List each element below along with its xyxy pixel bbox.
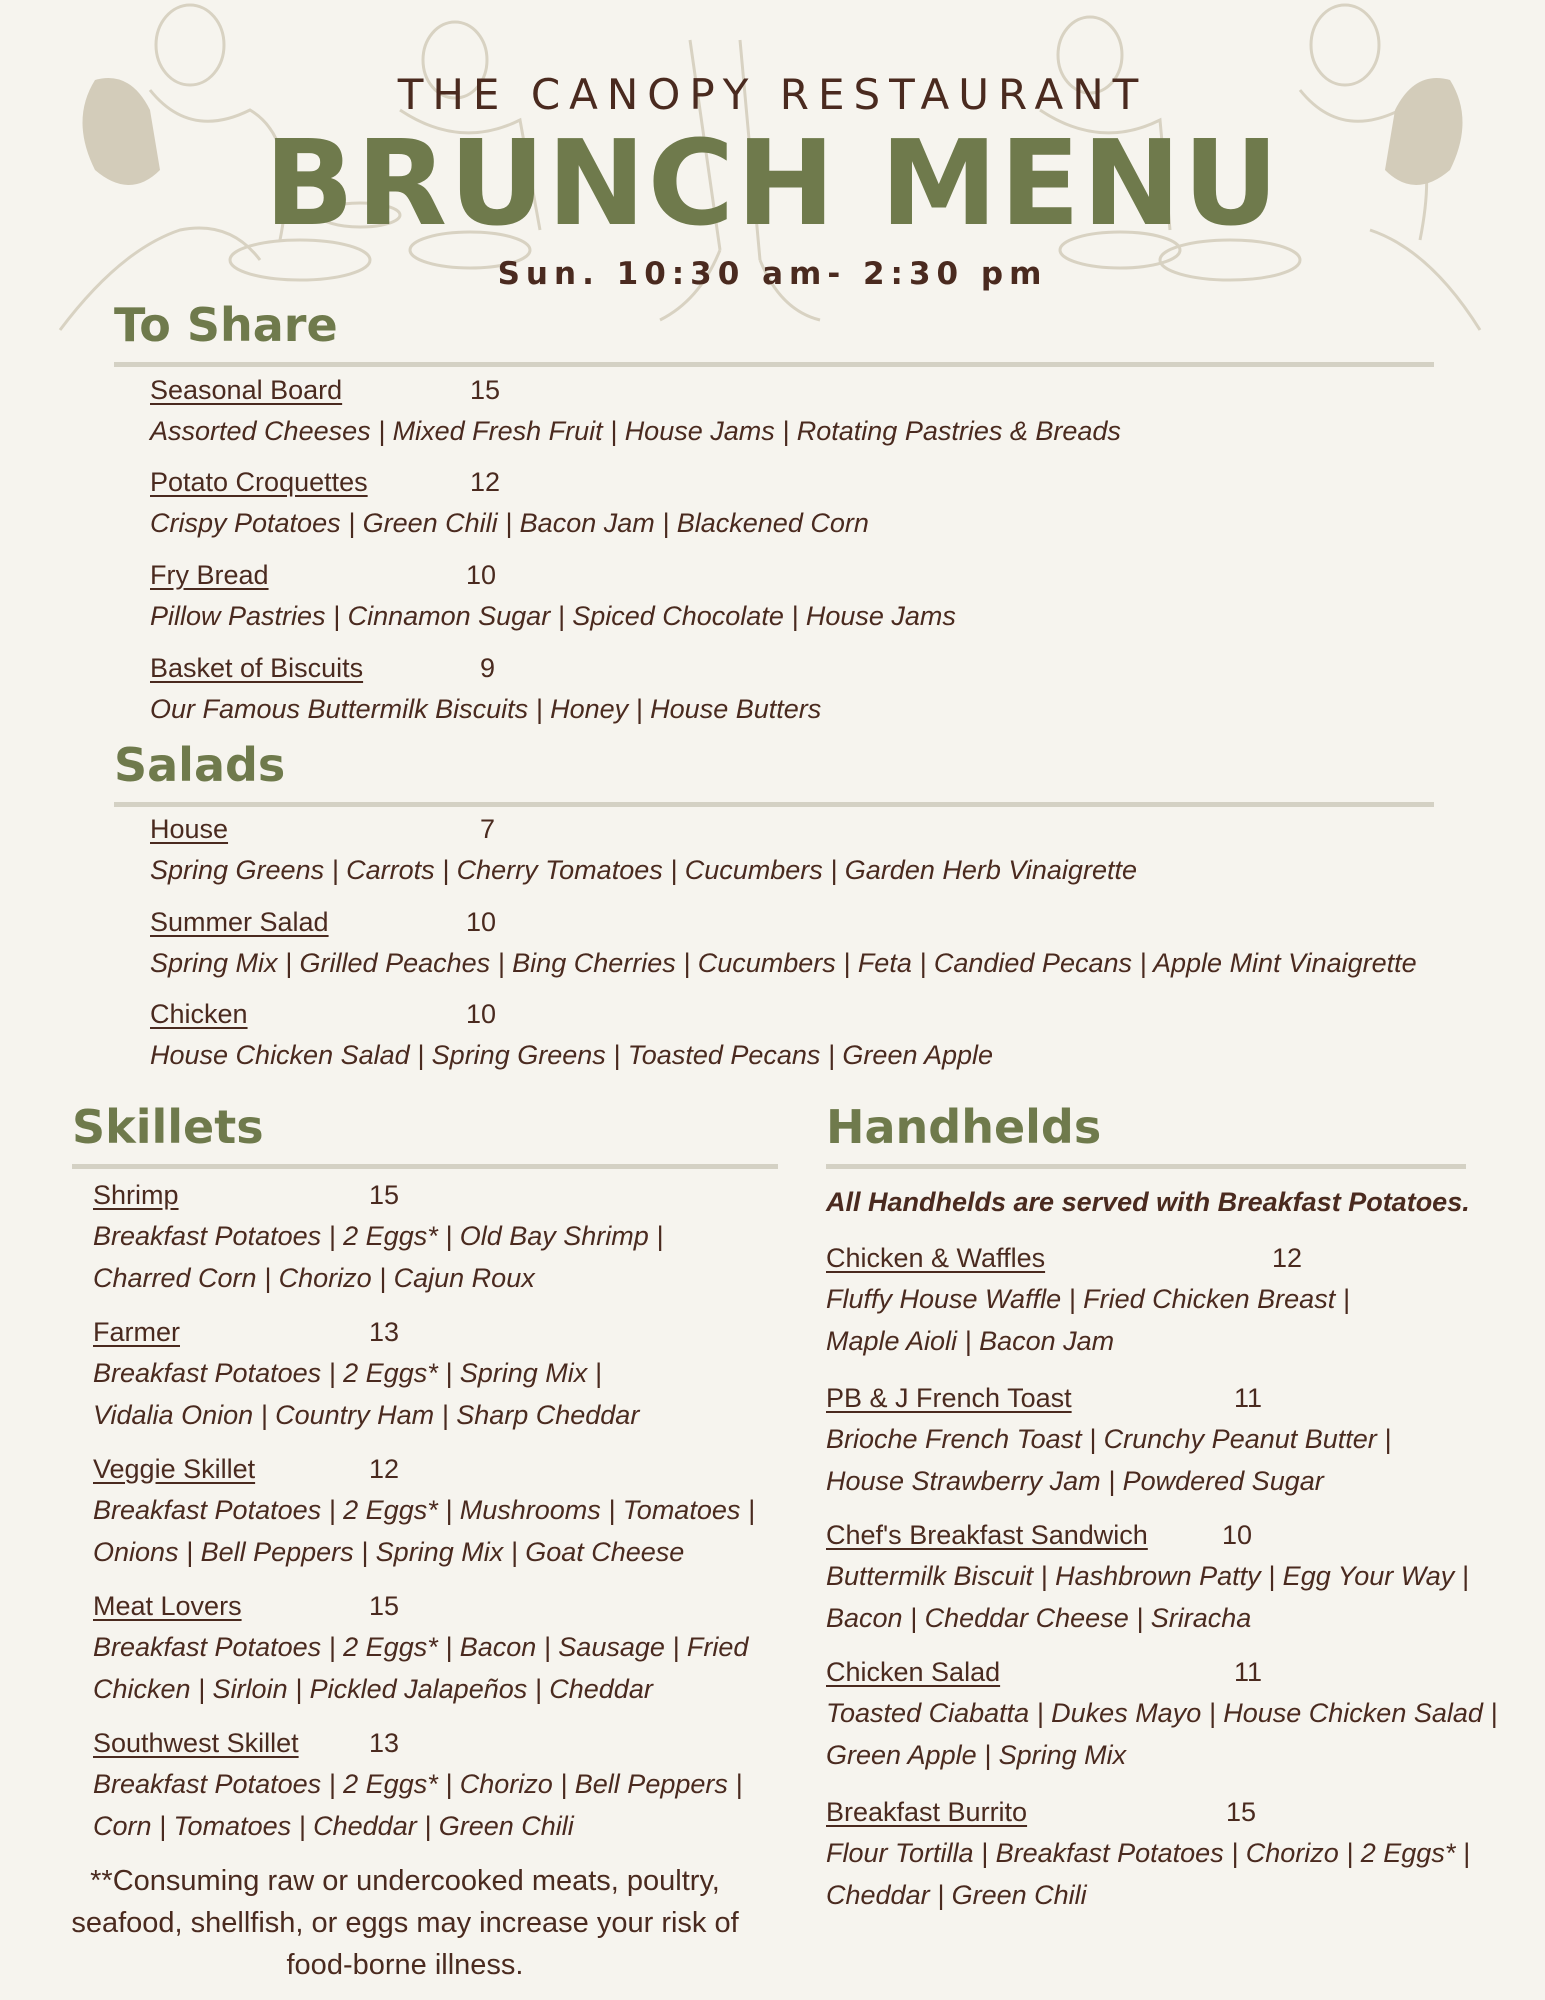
menu-item	[93, 1175, 783, 1312]
item-name: Seasonal Board	[150, 375, 343, 405]
item-price: 15	[369, 1180, 400, 1210]
item-description: Our Famous Buttermilk Biscuits | Honey | House Butters	[150, 694, 822, 724]
item-description: House Chicken Salad | Spring Greens | Toasted Pecans | Green Apple	[150, 1040, 994, 1070]
menu-item	[93, 1723, 783, 1860]
menu-item	[826, 1652, 1526, 1792]
restaurant-name: THE CANOPY RESTAURANT	[397, 70, 1148, 119]
item-name: House	[150, 814, 229, 844]
disclaimer-line: seafood, shellfish, or eggs may increase your risk of	[71, 1907, 739, 1939]
item-description: Breakfast Potatoes | 2 Eggs* | Bacon | Sausage | Fried	[93, 1632, 749, 1662]
menu-item	[826, 1792, 1526, 1929]
section-title: To Share	[114, 298, 338, 352]
item-description: Pillow Pastries | Cinnamon Sugar | Spiced Chocolate | House Jams	[150, 601, 956, 631]
handhelds-note: All Handhelds are served with Breakfast Potatoes.	[826, 1187, 1470, 1217]
skillet-items	[93, 1175, 783, 1860]
menu-item	[93, 1586, 783, 1723]
item-price: 15	[1226, 1797, 1257, 1827]
food-safety-disclaimer	[50, 1860, 760, 1986]
to-share-items	[150, 370, 1450, 740]
section-title: Skillets	[72, 1100, 264, 1154]
item-name: Basket of Biscuits	[150, 653, 364, 683]
menu-item	[150, 462, 1450, 555]
item-name: Chicken	[150, 999, 248, 1029]
item-price: 13	[369, 1728, 400, 1758]
item-description: Breakfast Potatoes | 2 Eggs* | Spring Mix |	[93, 1358, 602, 1388]
menu-item	[93, 1312, 783, 1449]
section-divider	[72, 1164, 778, 1169]
item-description: Spring Mix | Grilled Peaches | Bing Cherries | Cucumbers | Feta | Candied Pecans | Apple Mint Vinaigrette	[150, 948, 1417, 978]
item-name: Southwest Skillet	[93, 1728, 299, 1758]
menu-item	[826, 1515, 1526, 1652]
item-price: 10	[1222, 1520, 1253, 1550]
item-name: PB & J French Toast	[826, 1383, 1072, 1413]
menu-item	[150, 648, 1450, 740]
handheld-items	[826, 1182, 1526, 1929]
item-price: 7	[480, 814, 496, 844]
disclaimer-line: food-borne illness.	[286, 1949, 524, 1981]
item-price: 9	[480, 653, 496, 683]
item-price: 10	[466, 560, 497, 590]
item-price: 11	[1234, 1657, 1263, 1687]
item-description: Assorted Cheeses | Mixed Fresh Fruit | House Jams | Rotating Pastries & Breads	[150, 416, 1121, 446]
item-description: Crispy Potatoes | Green Chili | Bacon Jam | Blackened Corn	[150, 508, 869, 538]
item-description: House Strawberry Jam | Powdered Sugar	[826, 1466, 1324, 1496]
item-price: 10	[466, 907, 497, 937]
menu-item	[150, 370, 1450, 462]
section-salads	[114, 738, 1434, 807]
section-title: Handhelds	[826, 1100, 1102, 1154]
service-hours: Sun. 10:30 am- 2:30 pm	[497, 256, 1048, 292]
section-title: Salads	[114, 738, 286, 792]
item-price: 12	[369, 1454, 400, 1484]
item-price: 13	[369, 1317, 400, 1347]
item-description: Brioche French Toast | Crunchy Peanut Butter |	[826, 1424, 1392, 1454]
item-description: Corn | Tomatoes | Cheddar | Green Chili	[93, 1811, 574, 1841]
menu-item	[826, 1378, 1526, 1515]
menu-item	[93, 1449, 783, 1586]
item-price: 15	[369, 1591, 400, 1621]
menu-item	[150, 994, 1450, 1086]
item-description: Toasted Ciabatta | Dukes Mayo | House Chicken Salad |	[826, 1698, 1498, 1728]
item-name: Potato Croquettes	[150, 467, 368, 497]
item-description: Fluffy House Waffle | Fried Chicken Breast |	[826, 1284, 1350, 1314]
menu-title: BRUNCH MENU	[264, 114, 1281, 252]
item-price: 10	[466, 999, 497, 1029]
menu-item	[150, 555, 1450, 648]
item-name: Chef's Breakfast Sandwich	[826, 1520, 1148, 1550]
item-price: 15	[470, 375, 501, 405]
item-name: Summer Salad	[150, 907, 329, 937]
section-divider	[114, 362, 1434, 367]
section-divider	[114, 802, 1434, 807]
item-price: 11	[1234, 1383, 1263, 1413]
item-name: Meat Lovers	[93, 1591, 242, 1621]
item-description: Spring Greens | Carrots | Cherry Tomatoes | Cucumbers | Garden Herb Vinaigrette	[150, 855, 1137, 885]
section-handhelds	[826, 1100, 1466, 1169]
item-description: Chicken | Sirloin | Pickled Jalapeños | Cheddar	[93, 1674, 653, 1704]
item-description: Buttermilk Biscuit | Hashbrown Patty | Egg Your Way |	[826, 1561, 1469, 1591]
item-name: Chicken Salad	[826, 1657, 1001, 1687]
menu-item	[826, 1238, 1526, 1378]
item-name: Farmer	[93, 1317, 180, 1347]
item-description: Charred Corn | Chorizo | Cajun Roux	[93, 1263, 535, 1293]
item-description: Bacon | Cheddar Cheese | Sriracha	[826, 1603, 1252, 1633]
item-description: Breakfast Potatoes | 2 Eggs* | Old Bay Shrimp |	[93, 1221, 664, 1251]
item-description: Breakfast Potatoes | 2 Eggs* | Chorizo | Bell Peppers |	[93, 1769, 743, 1799]
item-description: Breakfast Potatoes | 2 Eggs* | Mushrooms | Tomatoes |	[93, 1495, 755, 1525]
menu-item	[150, 809, 1450, 902]
item-description: Green Apple | Spring Mix	[826, 1740, 1127, 1770]
salad-items	[150, 809, 1450, 1086]
item-description: Cheddar | Green Chili	[826, 1880, 1087, 1910]
item-description: Flour Tortilla | Breakfast Potatoes | Chorizo | 2 Eggs* |	[826, 1838, 1470, 1868]
disclaimer-line: **Consuming raw or undercooked meats, poultry,	[90, 1865, 720, 1897]
item-price: 12	[470, 467, 501, 497]
item-description: Vidalia Onion | Country Ham | Sharp Cheddar	[93, 1400, 640, 1430]
section-divider	[826, 1164, 1466, 1169]
item-name: Fry Bread	[150, 560, 269, 590]
item-name: Chicken & Waffles	[826, 1243, 1046, 1273]
item-description: Maple Aioli | Bacon Jam	[826, 1326, 1115, 1356]
item-name: Shrimp	[93, 1180, 179, 1210]
section-to-share	[114, 298, 1434, 367]
item-name: Breakfast Burrito	[826, 1797, 1028, 1827]
item-price: 12	[1272, 1243, 1303, 1273]
menu-item	[150, 902, 1450, 994]
item-name: Veggie Skillet	[93, 1454, 256, 1484]
item-description: Onions | Bell Peppers | Spring Mix | Goat Cheese	[93, 1537, 685, 1567]
section-skillets	[72, 1100, 778, 1169]
